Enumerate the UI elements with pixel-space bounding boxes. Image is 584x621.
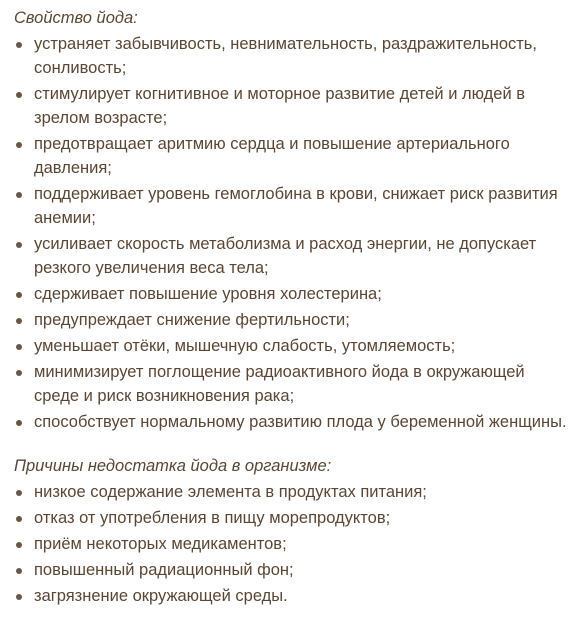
list-item-text: уменьшает отёки, мышечную слабость, утомляемость; (34, 337, 456, 355)
list-item (14, 232, 570, 280)
bullet-icon (16, 542, 22, 548)
list-item-text: устраняет забывчивость, невнимательность, раздражительность, сонливость; (34, 35, 537, 77)
list-item (14, 282, 570, 306)
list-item-text: минимизирует поглощение радиоактивного йода в окружающей среде и риск возникновения рака; (34, 363, 525, 405)
list-item (14, 334, 570, 358)
deficiency-causes-list (14, 480, 570, 608)
list-item (14, 132, 570, 180)
list-item (14, 480, 570, 504)
list-item-text: усиливает скорость метаболизма и расход энергии, не допускает резкого увеличения веса тела; (34, 235, 537, 277)
list-item-text: стимулирует когнитивное и моторное развитие детей и людей в зрелом возрасте; (34, 85, 526, 127)
list-item (14, 308, 570, 332)
bullet-icon (16, 568, 22, 574)
list-item (14, 506, 570, 530)
bullet-icon (16, 344, 22, 350)
list-item-text: отказ от употребления в пищу морепродуктов; (34, 509, 391, 527)
bullet-icon (16, 142, 22, 148)
list-item (14, 360, 570, 408)
list-item-text: способствует нормальному развитию плода у беременной женщины. (34, 413, 567, 431)
section-title-iodine-properties: Свойство йода: (14, 9, 138, 27)
list-item-text: сдерживает повышение уровня холестерина; (34, 285, 382, 303)
list-item-text: приём некоторых медикаментов; (34, 535, 287, 553)
bullet-icon (16, 490, 22, 496)
bullet-icon (16, 318, 22, 324)
list-item (14, 32, 570, 80)
bullet-icon (16, 420, 22, 426)
list-item-text: загрязнение окружающей среды. (34, 587, 288, 605)
list-item-text: предотвращает аритмию сердца и повышение артериального давления; (34, 135, 510, 177)
bullet-icon (16, 516, 22, 522)
list-item-text: низкое содержание элемента в продуктах питания; (34, 483, 427, 501)
list-item (14, 82, 570, 130)
bullet-icon (16, 42, 22, 48)
bullet-icon (16, 192, 22, 198)
list-item (14, 584, 570, 608)
section-title-deficiency-causes: Причины недостатка йода в организме: (14, 457, 332, 475)
list-item (14, 182, 570, 230)
bullet-icon (16, 92, 22, 98)
iodine-properties-list (14, 32, 570, 434)
bullet-icon (16, 370, 22, 376)
list-item-text: повышенный радиационный фон; (34, 561, 294, 579)
list-item (14, 558, 570, 582)
list-item-text: поддерживает уровень гемоглобина в крови, снижает риск развития анемии; (34, 185, 558, 227)
list-item (14, 532, 570, 556)
bullet-icon (16, 292, 22, 298)
bullet-icon (16, 594, 22, 600)
list-item-text: предупреждает снижение фертильности; (34, 311, 350, 329)
bullet-icon (16, 242, 22, 248)
list-item (14, 410, 570, 434)
